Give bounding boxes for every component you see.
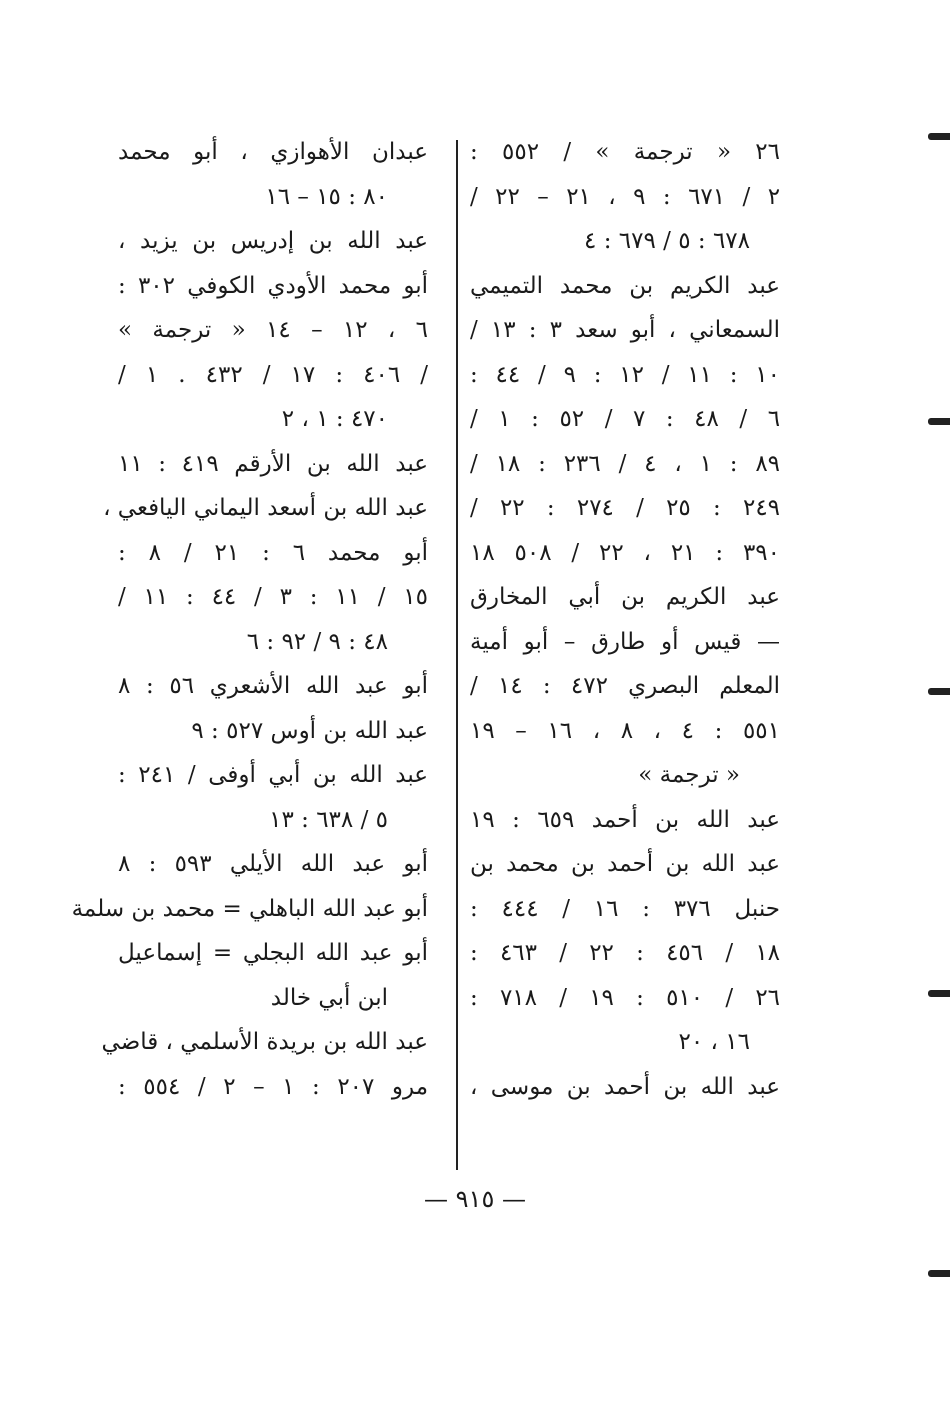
index-line: ١٦ ، ٢٠	[678, 1029, 750, 1055]
index-line: « ترجمة »	[638, 762, 740, 788]
index-entry-heading: عبد الله بن الأرقم ٤١٩ : ١١	[118, 450, 428, 477]
index-line: ٢٦ / ٥١٠ : ١٩ / ٧١٨ :	[470, 984, 781, 1011]
left-column	[71, 130, 429, 1109]
page-number: — ٩١٥ —	[424, 1185, 526, 1213]
index-line: المعلم البصري ٤٧٢ : ١٤ /	[470, 673, 781, 699]
edge-mark	[928, 688, 950, 695]
edge-mark	[928, 418, 950, 425]
index-entry-heading: عبد الله بن أوس ٥٢٧ : ٩	[191, 717, 428, 744]
index-line: ٦٧٨ : ٥ / ٦٧٩ : ٤	[584, 228, 750, 254]
index-line: ٥٥١ : ٤ ، ٨ ، ١٦ – ١٩	[470, 717, 780, 744]
index-entry-heading: عبد الله بن بريدة الأسلمي ، قاضي	[101, 1029, 428, 1055]
index-entry-heading: عبد الله بن إدريس بن يزيد ،	[118, 228, 428, 254]
index-entry-heading: عبد الله بن أحمد بن موسى ،	[470, 1073, 780, 1100]
index-line: ٣٩٠ : ٢١ ، ٢٢ / ٥٠٨ ١٨	[470, 539, 780, 566]
index-line: ٦ ، ١٢ – ١٤ « ترجمة »	[118, 317, 429, 343]
index-entry-heading: أبو عبد الله الباهلي = محمد بن سلمة	[71, 895, 428, 922]
edge-mark	[928, 1270, 950, 1277]
index-line: ٨٠ : ١٥ – ١٦	[265, 183, 388, 210]
index-line: — قيس أو طارق – أبو أمية	[470, 628, 780, 655]
index-entry-heading: عبدان الأهوازي ، أبو محمد	[118, 139, 428, 165]
right-column	[470, 130, 780, 1109]
index-line: ١٨ / ٤٥٦ : ٢٢ / ٤٦٣ :	[470, 940, 781, 966]
index-entry-heading: عبد الله بن أبي أوفى / ٢٤١ :	[118, 762, 428, 788]
index-line: ابن أبي خالد	[270, 984, 388, 1011]
edge-mark	[928, 990, 950, 997]
index-line: ٤٨ : ٩ / ٩٢ : ٦	[246, 628, 388, 655]
index-entry-heading: عبد الكريم بن محمد التميمي	[470, 272, 780, 299]
index-line: السمعاني ، أبو سعد ٣ : ١٣ /	[470, 317, 781, 343]
index-line: ٨٩ : ١ ، ٤ / ٢٣٦ : ١٨ /	[470, 450, 781, 477]
index-entry-heading: أبو عبد الله الأيلي ٥٩٣ : ٨	[118, 851, 428, 877]
index-line: ٥ / ٦٣٨ : ١٣	[269, 806, 388, 833]
index-line: / ٤٠٦ : ١٧ / ٤٣٢ . ١ /	[118, 361, 429, 388]
index-line: أبو محمد الأودي الكوفي ٣٠٢ :	[118, 272, 428, 299]
index-entry-heading: عبد الكريم بن أبي المخارق	[470, 584, 780, 610]
column-divider	[456, 140, 458, 1170]
index-line: ٦ / ٤٨ : ٧ / ٥٢ : ١ /	[470, 406, 781, 432]
index-line: ١٠ : ١١ / ١٢ : ٩ / ٤٤ :	[470, 361, 781, 388]
index-line: ٤٧٠ : ١ ، ٢	[281, 406, 388, 432]
index-line: مرو ٢٠٧ : ١ – ٢ / ٥٥٤ :	[118, 1073, 429, 1100]
index-line: ٢٤٩ : ٢٥ / ٢٧٤ : ٢٢ /	[470, 495, 781, 521]
index-entry-heading: عبد الله بن أحمد ٦٥٩ : ١٩	[470, 806, 781, 833]
index-entry-heading: أبو عبد الله البجلي = إسماعيل	[118, 940, 428, 966]
index-line: ٢ / ٦٧١ : ٩ ، ٢١ – ٢٢ /	[470, 183, 781, 210]
index-entry-heading: عبد الله بن أحمد بن محمد بن	[470, 851, 780, 877]
index-line: حنبل ٣٧٦ : ١٦ / ٤٤٤ :	[470, 895, 781, 922]
index-entry-heading: أبو عبد الله الأشعري ٥٦ : ٨	[118, 673, 428, 699]
edge-mark	[928, 133, 950, 140]
index-line: ١٥ / ١١ : ٣ / ٤٤ : ١١ /	[118, 584, 429, 610]
index-entry-heading: عبد الله بن أسعد اليماني اليافعي ،	[103, 495, 428, 521]
index-line: أبو محمد ٦ : ٢١ / ٨ :	[118, 539, 429, 566]
index-line: ٢٦ « ترجمة » / ٥٥٢ :	[470, 139, 781, 165]
